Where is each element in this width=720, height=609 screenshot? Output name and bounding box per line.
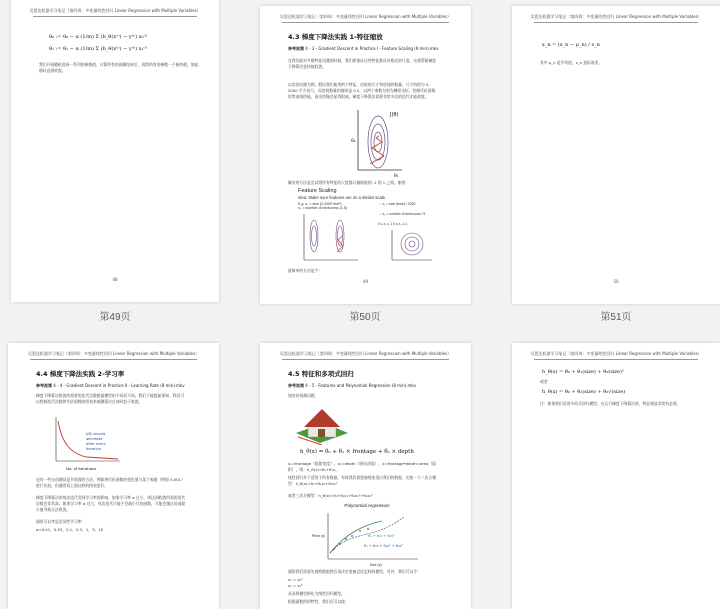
paragraph: 通常我们需要先观察数据然后再决定准备尝试怎样的模型。另外，我们可以令：	[288, 569, 421, 574]
slide-title: Feature Scaling	[298, 188, 337, 194]
poly-curve-quadratic: θ₀ + θ₁x + θ₂x²	[368, 534, 395, 538]
cost-vs-iterations-plot	[46, 413, 124, 473]
theta2-label: θ₂	[351, 139, 356, 144]
paragraph: 最简单的方法是令：	[288, 268, 323, 273]
reference-file: 4 - 5 - Features and Polynomial Regression (8 min).mkv	[305, 383, 417, 388]
page-number: 48	[112, 277, 118, 282]
reference-line	[288, 46, 439, 52]
slide-rhs1: → x₁ = size (feet²) / 2000	[378, 202, 416, 206]
page-thumbnail-51[interactable]	[512, 6, 720, 304]
paragraph: 线性回归并不适用于所有数据，有时我们需要曲线来适应我们的数据，比如一个二次方模型：h_θ(x)=θ₀+θ₁x₁+θ₂x₂²	[288, 475, 437, 486]
paragraph: 梯度下降算法收敛所需要的迭代次数根据模型的不同而不同，我们不能提前预知，我们可以绘制迭代次数和代价函数的图表来观测算法在何时趋于收敛。	[36, 393, 185, 404]
reference-file: 4 - 4 - Gradient Descent in Practice II - Learning Rate (8 min).mkv	[53, 383, 185, 388]
page-thumbnail-50[interactable]	[260, 6, 471, 304]
formula-frontage-depth: h_θ(x) = θ₀ + θ₁ × frontage + θ₂ × depth	[300, 449, 414, 455]
page-header: 吴恩达机器学习笔记（第四周：多变量线性回归 Linear Regression with Multiple Variables）	[530, 14, 702, 19]
slide-idea: Idea: Make sure features are on a similar scale.	[298, 195, 387, 200]
page-header: 吴恩达机器学习笔记（第四周：多变量线性回归 Linear Regression with Multiple Variables）	[27, 351, 200, 356]
feature-scaling-slide	[298, 188, 438, 266]
reference-file: 4 - 3 - Gradient Descent in Practice I - Feature Scaling (9 min).mkv	[305, 46, 439, 51]
svg-text:iteration: iteration	[86, 447, 102, 451]
house-illustration	[294, 405, 350, 445]
paragraph: 也有一些自动测试是否收敛的方法，例如将代价函数的变化值与某个阀值（例如 0.001）进行比较，但通常看上面这样的图表更好。	[36, 477, 185, 488]
header-rule	[534, 22, 698, 23]
poly-title: Polynomial regression	[344, 503, 390, 508]
reference-label: 参考视频	[288, 46, 304, 51]
page-header: 吴恩达机器学习笔记（第四周：多变量线性回归 Linear Regression with Multiple Variables）	[29, 8, 201, 13]
formula-sqrt-size: h_θ(x) = θ₀ + θ₁(size) + θ₂√(size)	[542, 389, 626, 395]
page-number: 49	[362, 279, 369, 284]
paragraph: 从而将模型转化为线性回归模型。	[288, 591, 345, 596]
poly-x-label: Size (x)	[370, 563, 382, 567]
paragraph: 根据函数图形特性，我们还可以使：	[288, 599, 349, 604]
contour-plot	[350, 106, 405, 178]
reference-label: 参考视频	[36, 383, 52, 388]
paragraph: α=0.01，0.03，0.1，0.3，1，3，10	[36, 527, 104, 532]
slide-eg1: E.g. x₁ = size (0-2000 feet²)	[298, 202, 342, 206]
header-rule	[30, 359, 197, 360]
paragraph: 通常可以考虑尝试些学习率：	[36, 519, 86, 524]
formula-quadratic-size: h_θ(x) = θ₀ + θ₁(size) + θ₂(size)²	[542, 369, 624, 375]
section-title: 4.3 梯度下降法实践 1-特征缩放	[288, 33, 383, 41]
paragraph: 如房价预测问题，	[288, 393, 319, 398]
paragraph: 注：如果我们采用多项式回归模型，在运行梯度下降算法前，特征缩放非常有必要。	[540, 401, 681, 406]
paragraph: 在我们面对多维特征问题的时候，我们要保证这些特征都具有相近的尺度，这将帮助梯度下降算法更快地收敛。	[288, 58, 437, 69]
page-number: 50	[613, 279, 619, 284]
page-header: 吴恩达机器学习笔记（第四周：多变量线性回归 Linear Regression with Multiple Variables）	[530, 351, 702, 356]
paragraph: 解决的方法是尝试将所有特征的尺度都尽量缩放到 -1 到 1 之间。如图：	[288, 180, 410, 185]
page-caption-49[interactable]: 第49页	[99, 312, 131, 323]
page-thumbnail-53[interactable]	[260, 343, 471, 609]
header-rule	[33, 16, 197, 17]
j-label: J(θ)	[390, 112, 399, 118]
x-axis-label: No. of iterations	[66, 466, 97, 471]
poly-y-label: Price (y)	[312, 534, 326, 538]
paragraph: x₁=frontage（临街宽度），x₂=depth（纵向深度），x=frontage*depth=area（面积），则：h_θ(x)=θ₀+θ₁x。	[288, 461, 436, 472]
svg-text:after every: after every	[86, 442, 106, 446]
reference-label: 参考视频	[288, 383, 304, 388]
paragraph: 或者：	[540, 379, 552, 384]
poly-curve-cubic: θ₀ + θ₁x + θ₂x² + θ₃x³	[364, 544, 403, 548]
slide-left-contour	[300, 212, 360, 264]
slide-rhs2: → x₂ = number of bedrooms / 5	[378, 212, 426, 216]
svg-text:decrease: decrease	[86, 437, 103, 441]
paragraph: 梯度下降算法的每次迭代受到学习率的影响，如果学习率 α 过小，则达到收敛所需的迭代次数会非常高；如果学习率 α 过大，每次迭代可能不会减小代价函数，可能会越过局部最小值导致无法收敛。	[36, 495, 186, 512]
paragraph: x₃ = x₃³	[288, 583, 303, 588]
formula-theta0: θ₀ := θ₀ − α (1/m) Σ (h_θ(x⁽ⁱ⁾) − y⁽ⁱ⁾) x₀⁽ⁱ⁾	[49, 34, 147, 40]
paragraph: 我们开始随机选择一系列的参数值，计算所有的预测结果后，再给所有的参数一个新的值，如此循环直到收敛。	[39, 62, 199, 73]
reference-line	[288, 383, 416, 389]
page-caption-51[interactable]: 第51页	[600, 312, 632, 323]
page-header: 吴恩达机器学习笔记（第四周：多变量线性回归 Linear Regression with Multiple Variables）	[279, 351, 452, 356]
section-title: 4.5 特征和多项式回归	[288, 370, 354, 378]
page-thumbnail-52[interactable]	[8, 343, 219, 609]
slide-right-contour	[388, 228, 434, 264]
paragraph: 以房价问题为例，假设我们使用两个特征，房屋的尺寸和房间的数量，尺寸的值为 0-2000 平方英尺，而房间数量的值则是 0-5，以两个参数分别为横纵坐标，绘制代价函数的等高线图能，看出图像会显得很扁，梯度下降算法需要非常多次的迭代才能收敛。	[288, 82, 436, 99]
formula-normalization: x_n = (x_n − μ_n) / s_n	[542, 42, 600, 48]
formula-theta1: θ₁ := θ₁ − α (1/m) Σ (h_θ(x⁽ⁱ⁾) − y⁽ⁱ⁾) x₁⁽ⁱ⁾	[49, 46, 147, 52]
page-thumbnail-49[interactable]	[11, 0, 219, 302]
theta1-label: θ₁	[394, 174, 399, 178]
page-header: 吴恩达机器学习笔记（第四周：多变量线性回归 Linear Regression with Multiple Variables）	[279, 14, 452, 19]
slide-rhs3: 0 ≤ x₁ ≤ 1 0 ≤ x₂ ≤ 1	[378, 222, 408, 226]
page-thumbnail-54[interactable]	[512, 343, 720, 609]
section-title: 4.4 梯度下降法实践 2-学习率	[36, 370, 125, 378]
paragraph: x₂ = x₂²	[288, 577, 303, 582]
reference-line	[36, 383, 185, 389]
header-rule	[282, 22, 449, 23]
poly-plot	[312, 511, 422, 567]
header-rule	[282, 359, 449, 360]
svg-text:J(θ) should: J(θ) should	[86, 432, 106, 436]
polynomial-regression-figure	[312, 503, 422, 567]
slide-eg2: x₂ = number of bedrooms (1-5)	[298, 206, 348, 210]
page-caption-50[interactable]: 第50页	[349, 312, 381, 323]
paragraph: 其中 μ_n 是平均值，s_n 是标准差。	[540, 60, 603, 65]
paragraph: 或者三次方模型：h_θ(x)=θ₀+θ₁x₁+θ₂x₂²+θ₃x₃³	[288, 493, 373, 498]
header-rule	[534, 359, 698, 360]
